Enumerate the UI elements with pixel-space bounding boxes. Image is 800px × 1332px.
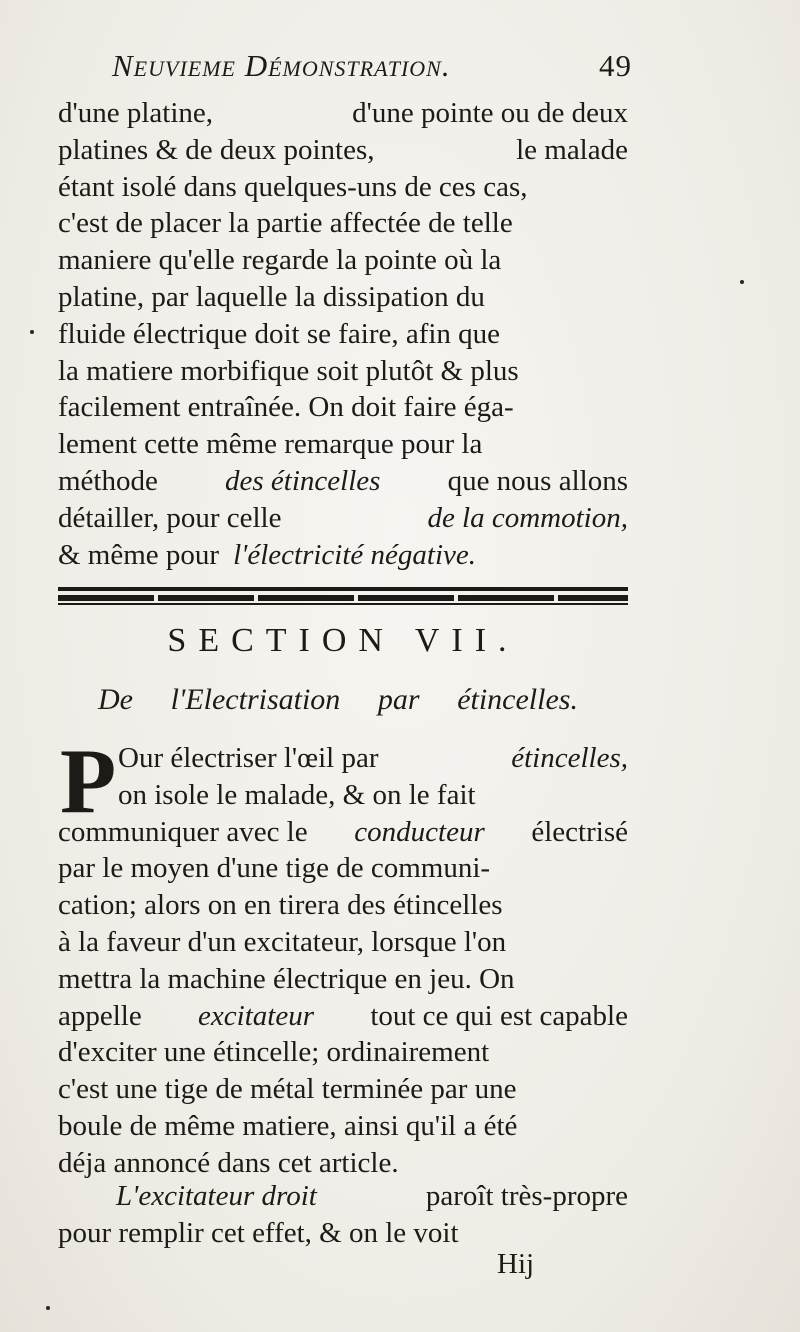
paragraph-3 xyxy=(58,1178,628,1252)
text-line: pour remplir cet effet, & on le voit xyxy=(58,1216,459,1249)
signature-mark: Hij xyxy=(497,1248,535,1280)
text-line: cation; alors on en tirera des étincelles xyxy=(58,889,503,922)
text-line: on isole le malade, & on le fait xyxy=(118,778,476,811)
running-title: Neuvieme Démonstration. xyxy=(112,48,451,83)
text-line: communiquer avec le conducteur électrisé xyxy=(58,815,628,848)
section-divider-rule xyxy=(58,587,628,607)
section-heading: SECTION VII. xyxy=(167,622,519,659)
text-line: L'excitateur droit paroît très-propre xyxy=(116,1180,628,1212)
text-line: facilement entraînée. On doit faire éga- xyxy=(58,391,514,424)
text-line: d'exciter une étincelle; ordinairement xyxy=(58,1036,490,1069)
text-line: détailler, pour celle de la commotion, xyxy=(58,501,628,534)
paragraph-1 xyxy=(58,95,628,573)
paragraph-2 xyxy=(58,740,628,1182)
text-line: c'est une tige de métal terminée par une xyxy=(58,1073,517,1106)
section-subtitle: De l'Electrisation par étincelles. xyxy=(98,683,578,716)
text-line: méthode des étincelles que nous allons xyxy=(58,464,628,497)
text-line: déja annoncé dans cet article. xyxy=(58,1146,399,1179)
text-line: lement cette même remarque pour la xyxy=(58,428,483,461)
text-line: platines & de deux pointes, le malade xyxy=(58,133,628,166)
text-line: fluide électrique doit se faire, afin que xyxy=(58,317,501,350)
text-line: d'une platine, d'une pointe ou de deux xyxy=(58,97,628,129)
text-line: par le moyen d'une tige de communi- xyxy=(58,852,491,885)
running-header xyxy=(112,48,632,92)
text-line: boule de même matiere, ainsi qu'il a été xyxy=(58,1109,518,1142)
text-line: Our électriser l'œil par étincelles, xyxy=(118,742,628,774)
text-line: maniere qu'elle regarde la pointe où la xyxy=(58,244,502,277)
ink-speck xyxy=(740,280,744,284)
text-line: platine, par laquelle la dissipation du xyxy=(58,280,485,313)
ink-speck xyxy=(30,330,34,334)
text-line: mettra la machine électrique en jeu. On xyxy=(58,962,515,995)
text-line: & même pour l'électricité négative. xyxy=(58,538,476,571)
drop-cap: P xyxy=(60,730,117,832)
ink-speck xyxy=(46,1306,50,1310)
text-line: appelle excitateur tout ce qui est capable xyxy=(58,999,628,1032)
text-line: à la faveur d'un excitateur, lorsque l'on xyxy=(58,925,507,958)
text-line: étant isolé dans quelques-uns de ces cas, xyxy=(58,170,528,203)
text-line: c'est de placer la partie affectée de telle xyxy=(58,207,513,240)
text-line: la matiere morbifique soit plutôt & plus xyxy=(58,354,519,387)
page-number: 49 xyxy=(599,48,632,83)
